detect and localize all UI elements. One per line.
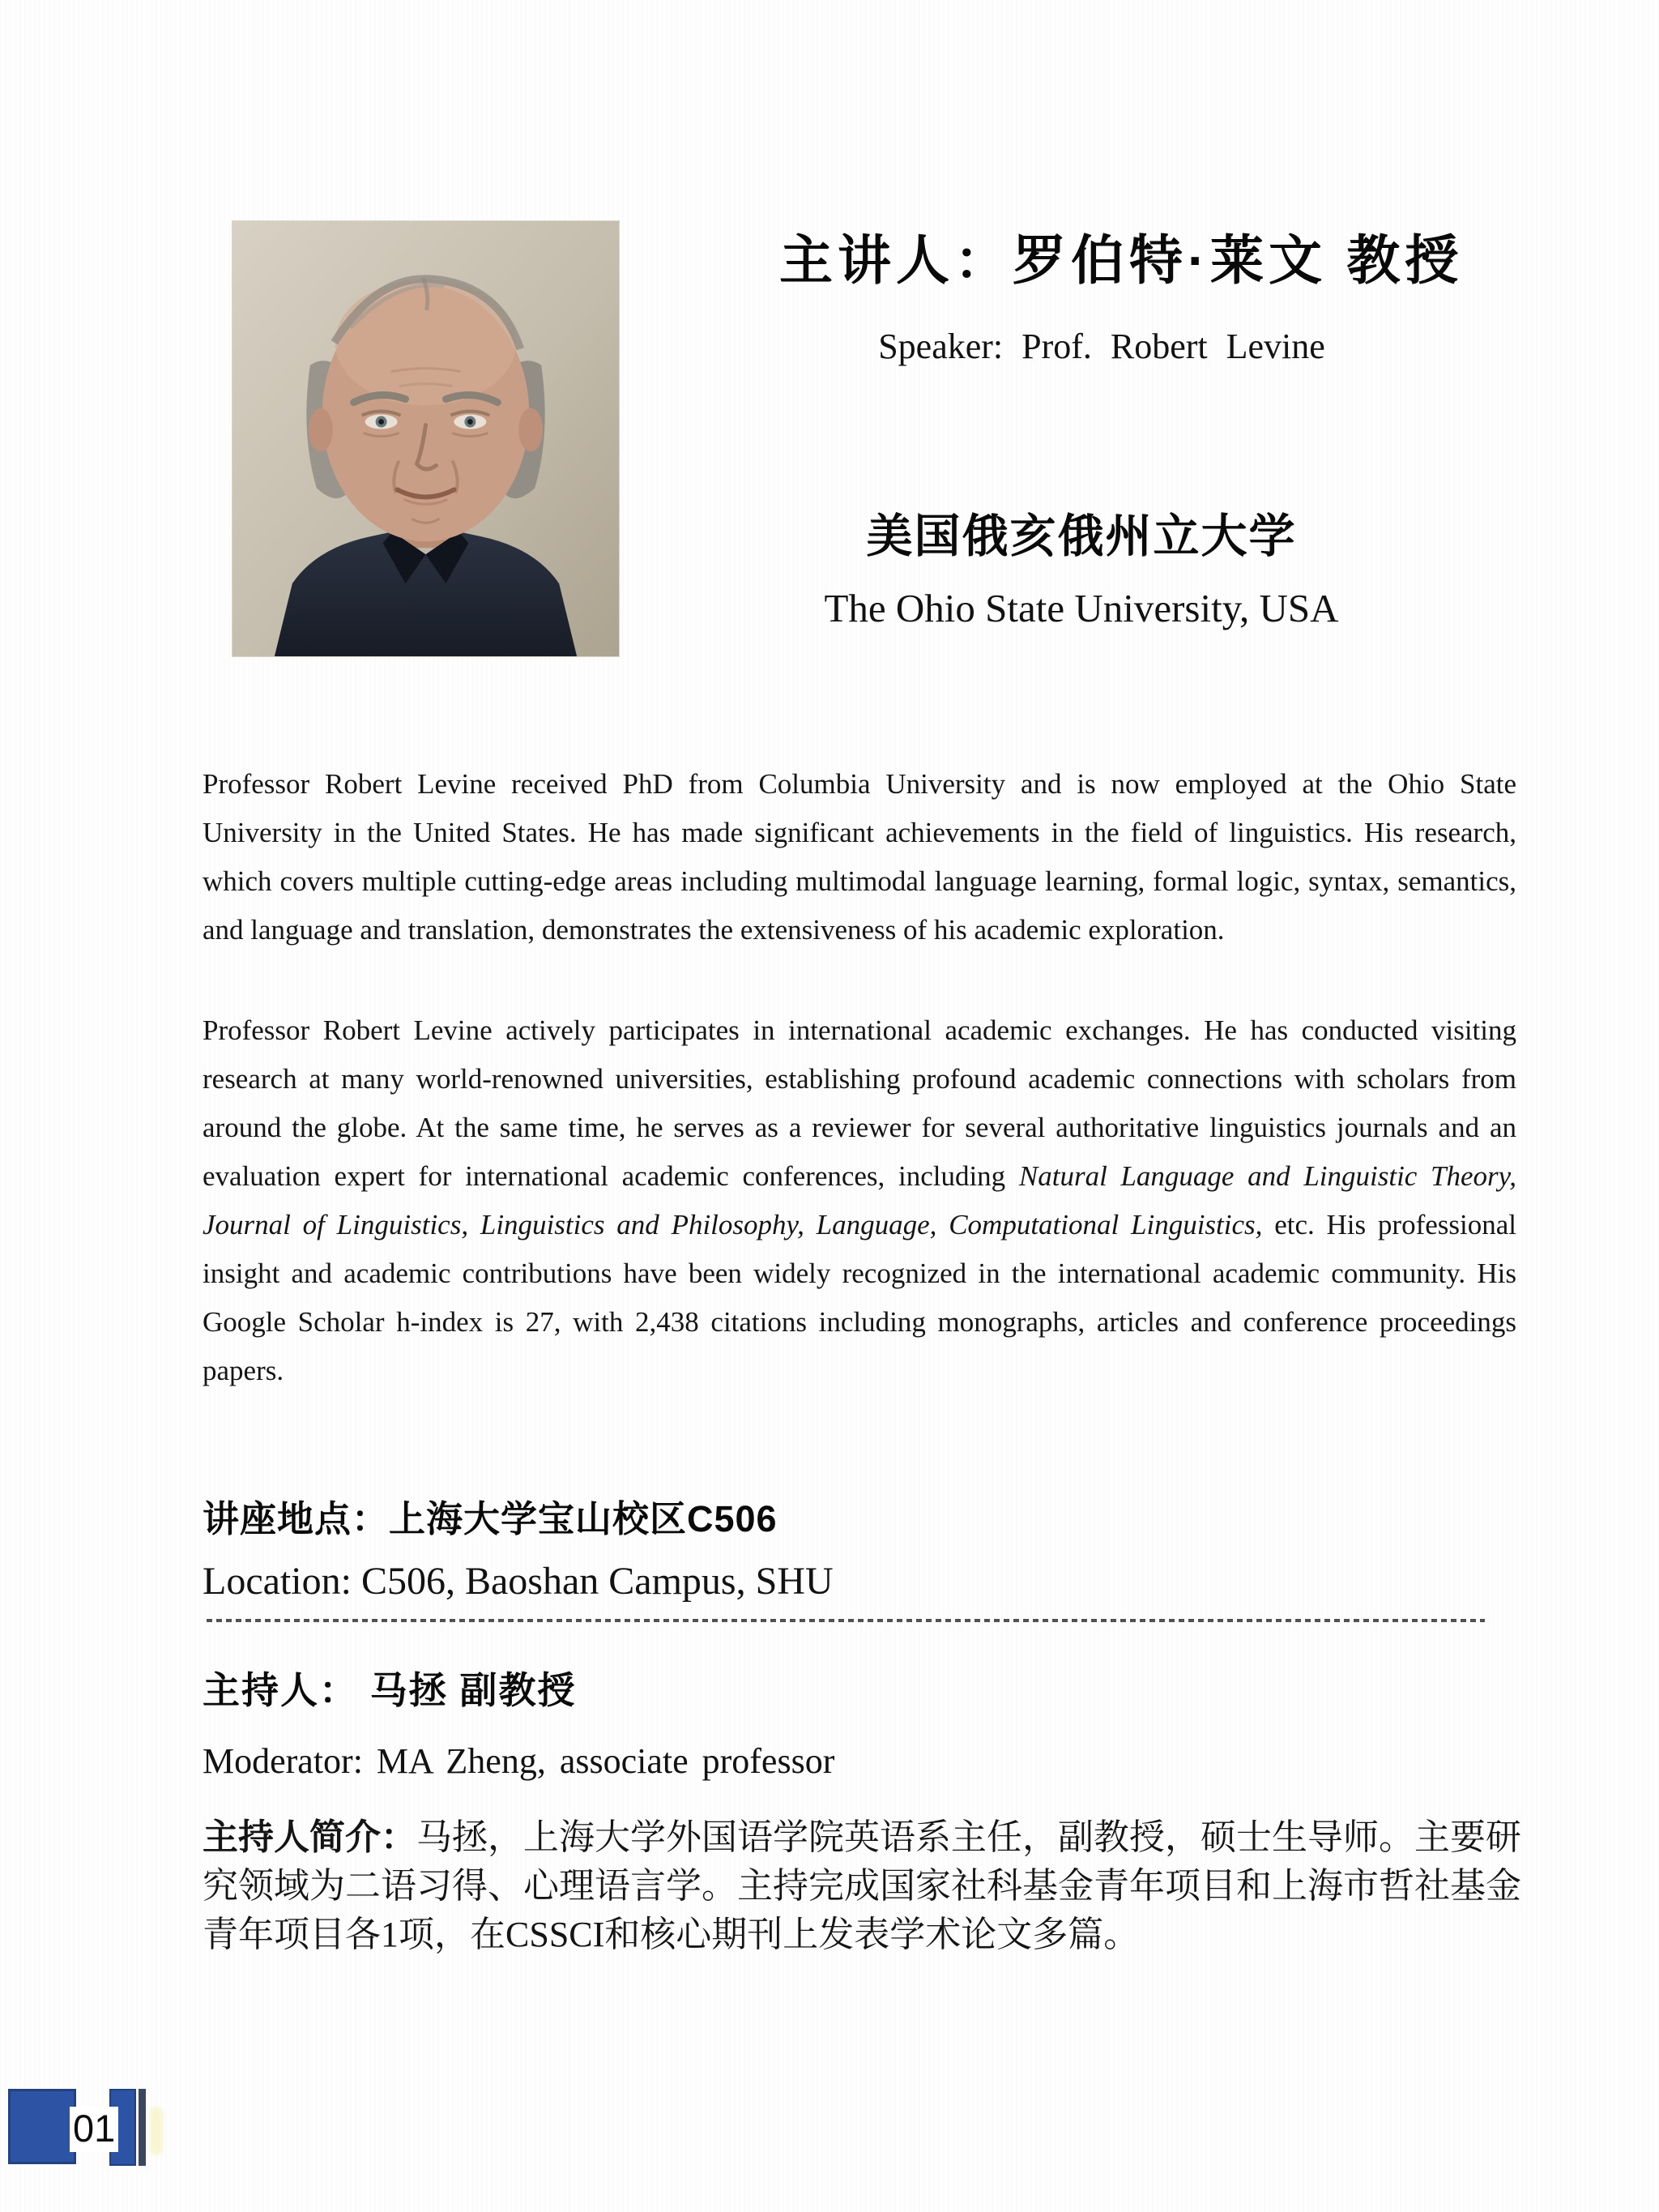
bio-paragraph-2-tail: etc. His professional insight and academic contributions have been widely recognized in the international academic community. His Google Scholar h-index is 27, with 2,438 citations including monographs, articles and conference proceedings papers. <box>203 1209 1517 1386</box>
university-name-zh: 美国俄亥俄州立大学 <box>866 510 1297 562</box>
page-title: 主讲人：罗伯特·莱文 教授 <box>779 230 1464 290</box>
portrait-illustration <box>232 221 619 656</box>
bio-paragraph-1: Professor Robert Levine received PhD from Columbia University and is now employed at the Ohio State University in the United States. He has made significant achievements in the field of linguistics. His research, which covers multiple cutting-edge areas including multimodal language learning, formal logic, syntax, semantics, and language and translation, demonstrates the extensiveness of his academic exploration. <box>203 768 1516 946</box>
moderator-line-zh: 主持人： 马拯 副教授 <box>203 1669 577 1711</box>
bio-paragraph-2 <box>203 1006 1516 1395</box>
speaker-photo <box>232 220 620 657</box>
page-number: 01 <box>70 2107 118 2152</box>
location-line-en: Location: C506, Baoshan Campus, SHU <box>203 1560 834 1603</box>
footer-yellow-streak <box>150 2107 163 2155</box>
bio-paragraph-2-journal-titles: Natural Language and Linguistic Theory, Journal of Linguistics, Linguistics and Philosophy, Language, Computational Linguistics, <box>203 1160 1517 1241</box>
moderator-bio <box>203 1813 1521 1959</box>
footer-blue-square <box>8 2089 76 2164</box>
moderator-bio-text: 马拯，上海大学外国语学院英语系主任，副教授，硕士生导师。主要研究领域为二语习得、心理语言学。主持完成国家社科基金青年项目和上海市哲社基金青年项目各1项，在CSSCI和核心期刊上发表学术论文多篇。 <box>203 1817 1521 1954</box>
dashed-divider <box>207 1619 1485 1622</box>
location-line-zh: 讲座地点：上海大学宝山校区C506 <box>203 1498 778 1539</box>
university-name-en: The Ohio State University, USA <box>824 586 1339 630</box>
moderator-bio-label: 主持人简介： <box>203 1817 416 1857</box>
footer-dark-bar <box>139 2089 146 2166</box>
moderator-line-en: Moderator: MA Zheng, associate professor <box>203 1741 835 1781</box>
bio-paragraph-2-lead: Professor Robert Levine actively participates in international academic exchanges. He has conducted visiting research at many world-renowned universities, establishing profound academic connections with scholars from around the globe. At the same time, he serves as a reviewer for several authoritative linguistics journals and an evaluation expert for international academic conferences, including <box>203 1014 1516 1192</box>
speaker-subtitle: Speaker: Prof. Robert Levine <box>878 327 1325 366</box>
